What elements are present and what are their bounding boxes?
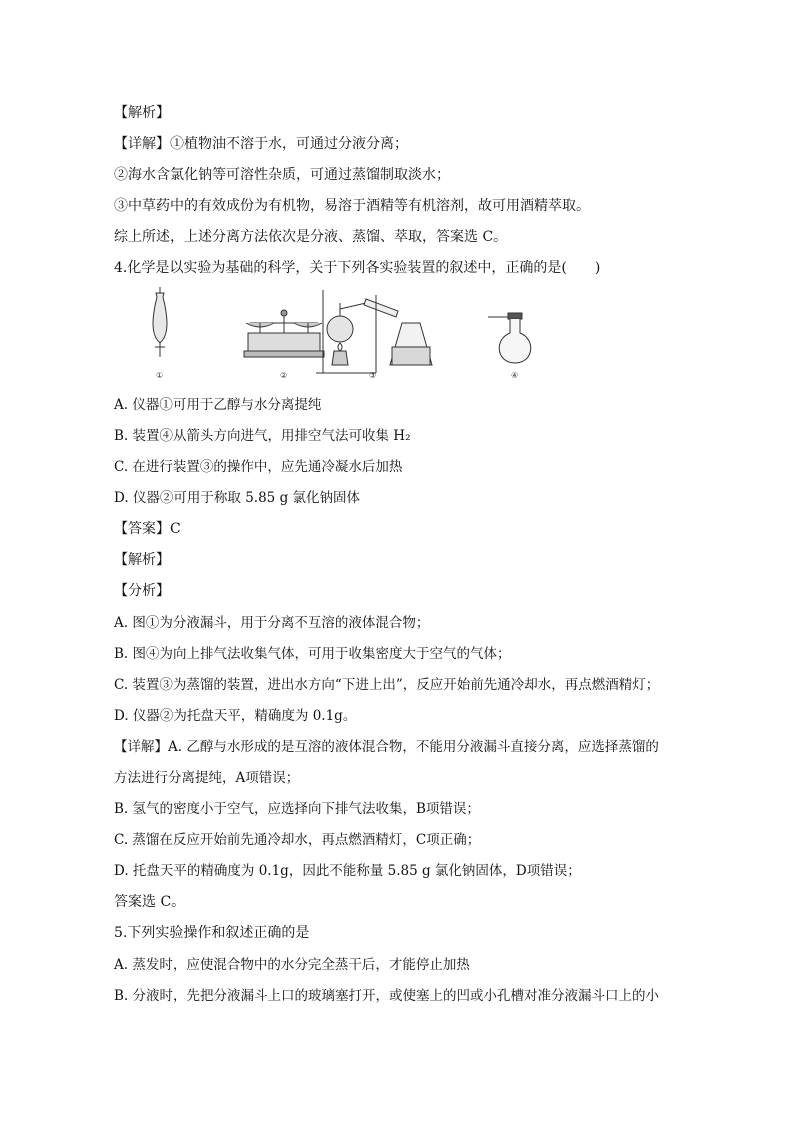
detail-line: ②海水含氯化钠等可溶性杂质，可通过蒸馏制取淡水； xyxy=(114,167,450,183)
detail-line: 【详解】①植物油不溶于水，可通过分液分离； xyxy=(114,136,408,152)
apparatus-figure xyxy=(140,285,560,385)
figure-label: ① xyxy=(156,371,164,380)
answer-line: 【答案】C xyxy=(114,521,181,537)
detail-line: B. 氢气的密度小于空气，应选择向下排气法收集，B项错误； xyxy=(114,801,480,817)
section-heading-analysis: 【解析】 xyxy=(114,552,170,568)
figure-label: ④ xyxy=(511,371,519,380)
section-heading-breakdown: 【分析】 xyxy=(114,583,170,599)
apparatus-drawing xyxy=(140,285,560,385)
summary-line: 综上所述，上述分离方法依次是分液、蒸馏、萃取，答案选 C。 xyxy=(114,229,508,245)
option-a: A. 蒸发时，应使混合物中的水分完全蒸干后，才能停止加热 xyxy=(114,957,470,973)
option-c: C. 在进行装置③的操作中，应先通冷凝水后加热 xyxy=(114,459,403,475)
option-b: B. 分液时，先把分液漏斗上口的玻璃塞打开，或使塞上的凹或小孔槽对准分液漏斗口上的小 xyxy=(114,988,660,1004)
question-5-stem: 5.下列实验操作和叙述正确的是 xyxy=(114,925,310,941)
option-d: D. 仪器②可用于称取 5.85 g 氯化钠固体 xyxy=(114,490,360,506)
figure-label: ③ xyxy=(369,371,377,380)
question-4-stem: 4.化学是以实验为基础的科学，关于下列各实验装置的叙述中，正确的是( ) xyxy=(114,260,601,276)
separatory-funnel-icon xyxy=(153,287,167,357)
answer-line: 答案选 C。 xyxy=(114,894,186,910)
option-a: A. 仪器①可用于乙醇与水分离提纯 xyxy=(114,397,322,413)
analysis-line: C. 装置③为蒸馏的装置，进出水方向“下进上出”，反应开始前先通冷却水，再点燃酒精灯； xyxy=(114,677,660,693)
option-b: B. 装置④从箭头方向进气，用排空气法可收集 H₂ xyxy=(114,428,411,444)
detail-line: ③中草药中的有效成份为有机物，易溶于酒精等有机溶剂，故可用酒精萃取。 xyxy=(114,198,590,214)
gas-collection-flask-icon xyxy=(488,313,531,363)
balance-icon xyxy=(244,310,324,357)
analysis-line: B. 图④为向上排气法收集气体，可用于收集密度大于空气的气体； xyxy=(114,646,511,662)
figure-label: ② xyxy=(280,371,288,380)
distillation-apparatus-icon xyxy=(316,290,432,373)
detail-line: D. 托盘天平的精确度为 0.1g，因此不能称量 5.85 g 氯化钠固体，D项错误； xyxy=(114,863,581,879)
detail-line: 方法进行分离提纯，A项错误； xyxy=(114,770,300,786)
analysis-line: D. 仪器②为托盘天平，精确度为 0.1g。 xyxy=(114,708,357,724)
detail-line: C. 蒸馏在反应开始前先通冷却水，再点燃酒精灯，C项正确； xyxy=(114,832,481,848)
section-heading-analysis: 【解析】 xyxy=(114,105,170,121)
analysis-line: A. 图①为分液漏斗，用于分离不互溶的液体混合物； xyxy=(114,615,430,631)
detail-line: 【详解】A. 乙醇与水形成的是互溶的液体混合物，不能用分液漏斗直接分离，应选择蒸馏的 xyxy=(114,739,659,755)
